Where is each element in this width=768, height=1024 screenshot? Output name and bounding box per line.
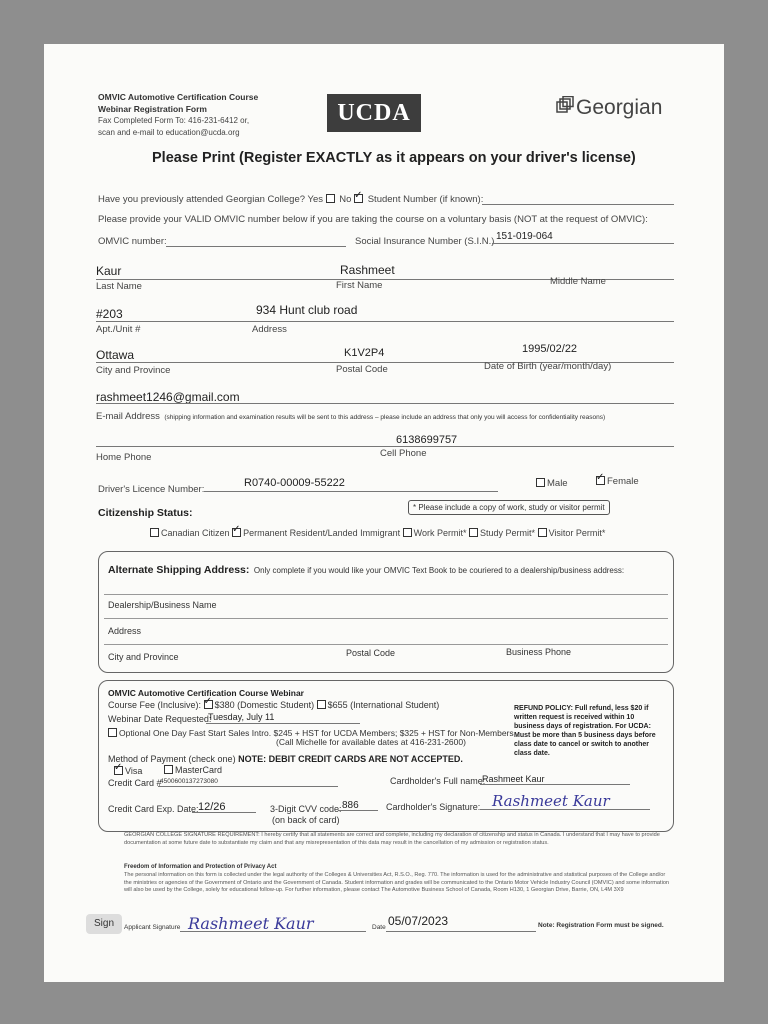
sign-tab: Sign	[86, 914, 122, 934]
female-option[interactable]: ✓ Female	[596, 476, 639, 487]
female-checkbox	[596, 476, 605, 485]
date-label: Date	[372, 924, 386, 931]
fee-row: Course Fee (Inclusive): ✓ $380 (Domestic Student) $655 (International Student)	[108, 700, 439, 710]
expiry-label: Credit Card Exp. Date:	[108, 804, 199, 814]
dob-label: Date of Birth (year/month/day)	[484, 361, 612, 372]
omvic-number-field[interactable]	[166, 246, 346, 247]
sin-label: Social Insurance Number (S.I.N.)	[355, 236, 495, 247]
fee-international-option[interactable]: $655 (International Student)	[317, 700, 440, 710]
cardholder-signature-field	[480, 809, 650, 810]
first-name-label: First Name	[336, 280, 383, 291]
yes-label: Yes	[307, 194, 323, 205]
citizen-option[interactable]: Canadian Citizen	[150, 528, 230, 538]
fee-domestic-option[interactable]: ✓ $380 (Domestic Student)	[204, 700, 315, 710]
postal-value[interactable]: K1V2P4	[344, 347, 385, 359]
form-page	[44, 44, 724, 982]
georgian-logo-icon	[556, 96, 574, 119]
no-label: No	[339, 194, 352, 205]
webinar-date-label: Webinar Date Requested:	[108, 714, 212, 724]
student-number-label: Student Number (if known):	[367, 194, 484, 205]
card-number-value[interactable]: 4500600137273080	[160, 778, 218, 785]
card-number-field	[158, 786, 338, 787]
refund-policy: REFUND POLICY: Full refund, less $20 if written request is received within 10 business days of registration. For UCDA: Must be more than 5 business days before class date to cancel or switch to another class date.	[514, 705, 656, 757]
cell-phone-label: Cell Phone	[380, 448, 427, 459]
dob-value[interactable]: 1995/02/22	[522, 343, 578, 355]
city-value[interactable]: Ottawa	[96, 348, 135, 362]
visa-option[interactable]: ✓Visa	[114, 766, 142, 776]
holder-value[interactable]: Rashmeet Kaur	[482, 774, 545, 784]
cell-value[interactable]: 6138699757	[396, 434, 458, 446]
fax-line: Fax Completed Form To: 416-231-6412 or,	[98, 116, 250, 125]
street-value[interactable]: 934 Hunt club road	[256, 303, 358, 317]
study-permit-option[interactable]: Study Permit*	[469, 528, 535, 538]
student-number-field[interactable]	[482, 204, 674, 205]
male-option[interactable]: Male	[536, 478, 568, 489]
phone-line	[96, 446, 674, 447]
email-value[interactable]: rashmeet1246@gmail.com	[96, 390, 240, 404]
webinar-date-field	[206, 723, 360, 724]
expiry-value[interactable]: 12/26	[198, 801, 226, 813]
holder-field	[480, 784, 630, 785]
shipping-address-label: Address	[108, 626, 142, 636]
expiry-field	[192, 812, 256, 813]
shipping-divider-1	[104, 594, 668, 595]
dealership-label: Dealership/Business Name	[108, 600, 217, 610]
licence-field	[204, 491, 498, 492]
cvv-value[interactable]: 886	[342, 800, 359, 811]
cvv-note: (on back of card)	[272, 815, 340, 825]
shipping-heading-row	[108, 560, 624, 578]
signature-requirement: GEORGIAN COLLEGE SIGNATURE REQUIREMENT: I hereby certify that all statements are correct and complete, including my declaration of citizenship and status in Canada. I understand that I may have to provide documentation at some future date to substantiate my claim and that any misrepresentation of this data may result in the cancellation of my admission or registration status.	[124, 832, 660, 846]
apt-value[interactable]: #203	[96, 307, 123, 321]
cvv-field	[338, 810, 378, 811]
privacy-heading: Freedom of Information and Protection of Privacy Act	[124, 864, 277, 870]
attended-question: Have you previously attended Georgian College? Yes No ✓ Student Number (if known):	[98, 194, 483, 205]
cardholder-signature[interactable]: Rashmeet Kaur	[492, 792, 610, 810]
citizenship-options	[150, 528, 605, 538]
street-label: Address	[252, 324, 287, 335]
omvic-instruction: Please provide your VALID OMVIC number below if you are taking the course on a voluntary basis (NOT at the request of OMVIC):	[98, 214, 648, 225]
email-note: (shipping information and examination results will be sent to this address – please include an address that only you will access for confidentiality reasons)	[164, 414, 606, 421]
citizenship-heading: Citizenship Status:	[98, 507, 193, 519]
shipping-note: Only complete if you would like your OMVIC Text Book to be couriered to a dealership/business address:	[253, 566, 625, 575]
email-label: E-mail Address	[96, 411, 160, 422]
must-sign-note: Note: Registration Form must be signed.	[538, 922, 664, 929]
main-heading: Please Print (Register EXACTLY as it appears on your driver's license)	[152, 150, 636, 166]
applicant-signature-field	[180, 931, 366, 932]
payment-heading: OMVIC Automotive Certification Course Webinar	[108, 688, 304, 698]
cardholder-signature-label: Cardholder's Signature:	[386, 802, 481, 812]
city-label: City and Province	[96, 365, 171, 376]
last-name-value[interactable]: Kaur	[96, 264, 122, 278]
apt-label: Apt./Unit #	[96, 324, 141, 335]
visitor-permit-option[interactable]: Visitor Permit*	[538, 528, 606, 538]
licence-value[interactable]: R0740-00009-55222	[244, 477, 345, 489]
yes-checkbox[interactable]	[326, 194, 335, 203]
form-name: Webinar Registration Form	[98, 104, 207, 114]
omvic-label: OMVIC number:	[98, 236, 167, 247]
optional-intro-note: (Call Michelle for available dates at 416-231-2600)	[276, 737, 466, 747]
middle-name-label: Middle Name	[550, 276, 606, 287]
address-line	[96, 321, 674, 322]
applicant-signature[interactable]: Rashmeet Kaur	[188, 914, 314, 933]
ucda-logo: UCDA	[327, 94, 421, 132]
date-value[interactable]: 05/07/2023	[388, 914, 449, 928]
sin-field	[492, 243, 674, 244]
email-label-row	[96, 406, 605, 424]
webinar-date-value[interactable]: Tuesday, July 11	[208, 712, 275, 722]
licence-label: Driver's Licence Number:	[98, 484, 205, 495]
applicant-signature-label: Applicant Signature	[124, 924, 181, 931]
shipping-address-field[interactable]	[104, 644, 668, 645]
pr-option[interactable]: ✓ Permanent Resident/Landed Immigrant	[232, 528, 400, 538]
dealership-field[interactable]	[104, 618, 668, 619]
scan-line: scan and e-mail to education@ucda.org	[98, 128, 240, 137]
male-checkbox	[536, 478, 545, 487]
shipping-postal-label: Postal Code	[346, 648, 396, 658]
permit-note: * Please include a copy of work, study or visitor permit	[408, 500, 610, 515]
course-title: OMVIC Automotive Certification Course	[98, 92, 259, 102]
date-field	[386, 931, 536, 932]
card-number-label: Credit Card #	[108, 778, 162, 788]
email-line	[96, 403, 674, 404]
mastercard-option[interactable]: MasterCard	[164, 765, 222, 775]
shipping-heading: Alternate Shipping Address:	[108, 564, 250, 576]
payment-method-row: Method of Payment (check one) NOTE: DEBIT CREDIT CARDS ARE NOT ACCEPTED.	[108, 754, 463, 764]
business-phone-label: Business Phone	[506, 647, 572, 657]
home-phone-label: Home Phone	[96, 452, 152, 463]
last-name-label: Last Name	[96, 281, 142, 292]
postal-label: Postal Code	[336, 364, 388, 375]
holder-label: Cardholder's Full name:	[390, 776, 486, 786]
georgian-logo: Georgian	[576, 96, 663, 119]
privacy-text: The personal information on this form is collected under the legal authority of the Colleges & Universities Act, R.S.O., Reg. 770. The information is used for the administrative and statistical purposes of the College and/or the ministries or agencies of the Government of Ontario and the Government of Canada. Student information and grades will be communicated to the Ontario Motor Vehicle Industry Council (OMVIC) and some information will also be used by the College, solely for educational follow-up. For further information, please contact The Automotive Business School of Canada, Room H130, 1 Georgian Drive, Barrie, ON, L4M 3X9	[124, 872, 670, 893]
shipping-city-label: City and Province	[108, 652, 179, 662]
first-name-value[interactable]: Rashmeet	[340, 263, 395, 277]
work-permit-option[interactable]: Work Permit*	[403, 528, 467, 538]
optional-intro[interactable]: Optional One Day Fast Start Sales Intro. $245 + HST for UCDA Members; $325 + HST for Non-Members	[108, 728, 514, 738]
sin-value[interactable]: 151-019-064	[496, 231, 553, 242]
no-checkbox[interactable]	[354, 194, 363, 203]
cvv-label: 3-Digit CVV code:	[270, 804, 342, 814]
